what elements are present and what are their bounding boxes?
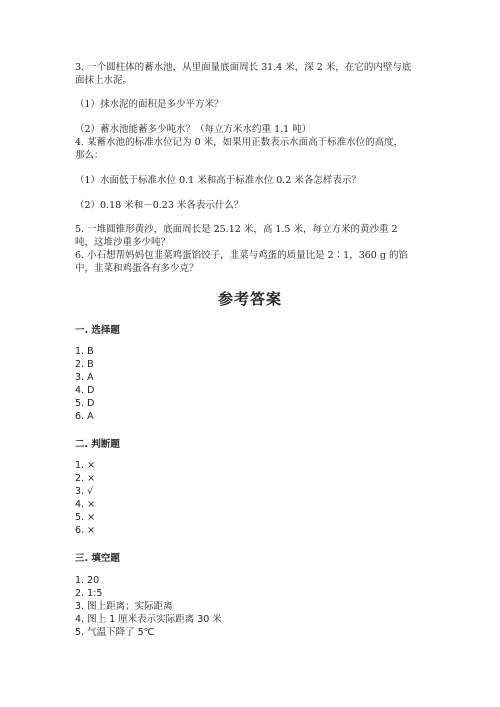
question-6-line-2: 中，韭菜和鸡蛋各有多少克？	[75, 263, 199, 274]
judgment-answer: 6. ×	[75, 525, 96, 536]
fill-blank-answer: 3. 图上距离；实际距离	[75, 601, 173, 612]
question-3-sub-2: （2）蓄水池能蓄多少吨水？（每立方米水约重 1.1 吨）	[75, 124, 312, 135]
judgment-answer: 4. ×	[75, 499, 96, 510]
question-4-line-1: 4. 某蓄水池的标准水位记为 0 米，如果用正数表示水面高于标准水位的高度，	[75, 137, 404, 148]
choice-answer: 1. B	[75, 346, 94, 357]
question-5-line-1: 5. 一堆圆锥形黄沙，底面周长是 25.12 米，高 1.5 米，每立方米的黄沙重 2	[75, 224, 398, 235]
question-3-sub-1: （1）抹水泥的面积是多少平方米？	[75, 99, 224, 110]
fill-blank-answer: 5. 气温下降了 5℃	[75, 627, 155, 638]
question-4-line-2: 那么：	[75, 150, 104, 161]
question-5-line-2: 吨，这堆沙重多少吨？	[75, 237, 171, 248]
question-4-sub-1: （1）水面低于标准水位 0.1 米和高于标准水位 0.2 米各怎样表示？	[75, 175, 361, 186]
fill-blank-answer: 1. 20	[75, 575, 100, 586]
fill-blank-answer: 4. 图上 1 厘米表示实际距离 30 米	[75, 614, 222, 625]
choice-answer: 4. D	[75, 385, 95, 396]
judgment-answer: 2. ×	[75, 473, 96, 484]
fill-blank-answer: 2. 1:5	[75, 588, 103, 599]
judgment-answer: 3. √	[75, 486, 94, 497]
section-heading-fill-blank: 三. 填空题	[75, 553, 120, 564]
section-heading-choice: 一. 选择题	[75, 325, 120, 336]
choice-answer: 6. A	[75, 411, 94, 422]
question-4-sub-2: （2）0.18 米和－0.23 米各表示什么？	[75, 200, 244, 211]
question-6-line-1: 6. 小石想帮妈妈包韭菜鸡蛋馅饺子，韭菜与鸡蛋的质量比是 2∶1，360 g 的馅	[75, 250, 408, 261]
choice-answer: 5. D	[75, 398, 95, 409]
judgment-answer: 5. ×	[75, 512, 96, 523]
judgment-answer: 1. ×	[75, 460, 96, 471]
choice-answer: 3. A	[75, 372, 94, 383]
question-3-line-2: 面抹上水泥。	[75, 75, 133, 86]
answer-title: 参考答案	[217, 290, 282, 308]
choice-answer: 2. B	[75, 359, 94, 370]
question-3-line-1: 3. 一个圆柱体的蓄水池，从里面量底面周长 31.4 米，深 2 米，在它的内壁与底	[75, 62, 412, 73]
section-heading-judgment: 二. 判断题	[75, 439, 120, 450]
